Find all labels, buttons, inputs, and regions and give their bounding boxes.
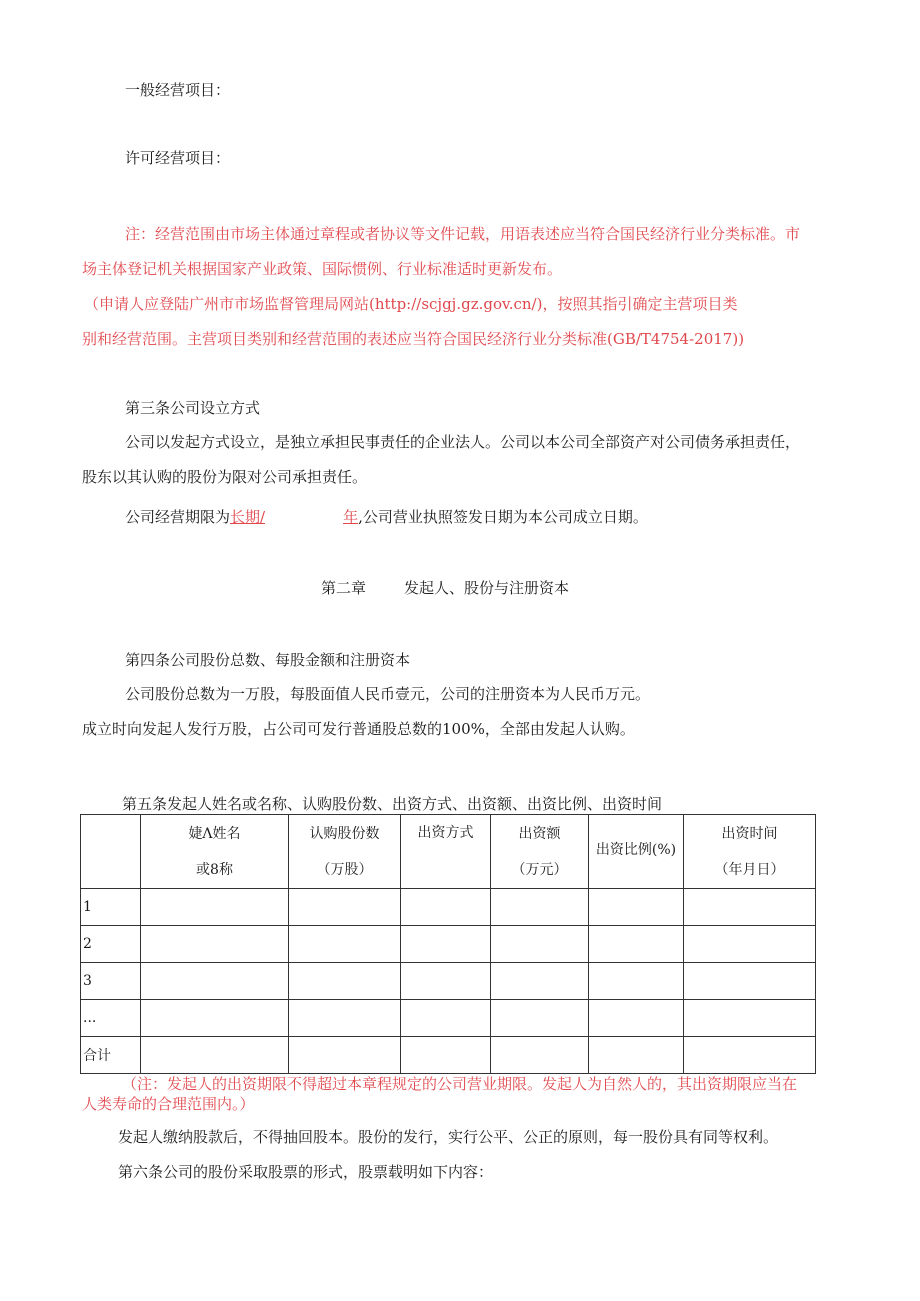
row-label: 合计 [81,1037,141,1074]
note-website-line2: 别和经营范围。主营项目类别和经营范围的表述应当符合国民经济行业分类标准(GB/T4754-2017)) [82,330,745,348]
article5-title: 第五条发起人姓名或名称、认购股份数、出资方式、出资额、出资比例、出资时间 [122,795,663,813]
table-row [81,1000,816,1037]
table-total-row [81,1037,816,1074]
header-date: 出资时间 （年月日） [684,815,816,889]
header-method: 出资方式 [401,815,491,889]
article4-title: 第四条公司股份总数、每股金额和注册资本 [125,651,411,669]
term-value: 长期/ 年 [230,508,359,526]
article4-para1: 公司股份总数为一万股，每股面值人民币壹元，公司的注册资本为人民币万元。 [125,685,651,703]
article6-title: 第六条公司的股份采取股票的形式，股票载明如下内容： [118,1163,494,1181]
term-sentence [125,507,648,527]
shareholder-table [80,814,816,1074]
table-row [81,889,816,926]
licensed-items-label: 许可经营项目： [125,149,231,167]
note-scope-line1: 注：经营范围由市场主体通过章程或者协议等文件记载，用语表述应当符合国民经济行业分类标准。市 [125,225,801,243]
article3-para-line1: 公司以发起方式设立，是独立承担民事责任的企业法人。公司以本公司全部资产对公司债务承担责任， [125,433,801,451]
table-header-row [81,815,816,889]
article4-para2: 成立时向发起人发行万股，占公司可发行普通股总数的100%，全部由发起人认购。 [82,720,635,738]
note-term-line1: （注：发起人的出资期限不得超过本章程规定的公司营业期限。发起人为自然人的，其出资期限应当在 [122,1075,798,1093]
general-items-label: 一般经营项目： [125,81,231,99]
article3-title: 第三条公司设立方式 [125,399,261,417]
row-label: 2 [81,926,141,963]
note-website-line1: （申请人应登陆广州市市场监督管理局网站(http://scjgj.gz.gov.cn/)，按照其指引确定主营项目类 [84,295,738,313]
row-label: ... [81,1000,141,1037]
term-prefix: 公司经营期限为 [125,508,231,526]
table-row [81,926,816,963]
chapter-number: 第二章 [321,579,367,597]
table-row [81,963,816,1000]
term-suffix: ,公司营业执照签发日期为本公司成立日期。 [358,508,648,526]
chapter-title: 发起人、股份与注册资本 [404,579,570,597]
header-name: 婕Λ姓名 或8称 [141,815,289,889]
header-amount: 出资额 （万元） [491,815,589,889]
row-label: 3 [81,963,141,1000]
note-term-line2: 人类寿命的合理范围内。） [82,1095,255,1113]
row-label: 1 [81,889,141,926]
header-shares: 认购股份数 （万股） [289,815,401,889]
para-after-table: 发起人缴纳股款后，不得抽回股本。股份的发行，实行公平、公正的原则，每一股份具有同等权利。 [118,1128,779,1146]
header-index [81,815,141,889]
note-scope-line2: 场主体登记机关根据国家产业政策、国际惯例、行业标准适时更新发布。 [82,260,563,278]
header-ratio: 出资比例(%) [589,815,684,889]
article3-para-line2: 股东以其认购的股份为限对公司承担责任。 [82,468,368,486]
